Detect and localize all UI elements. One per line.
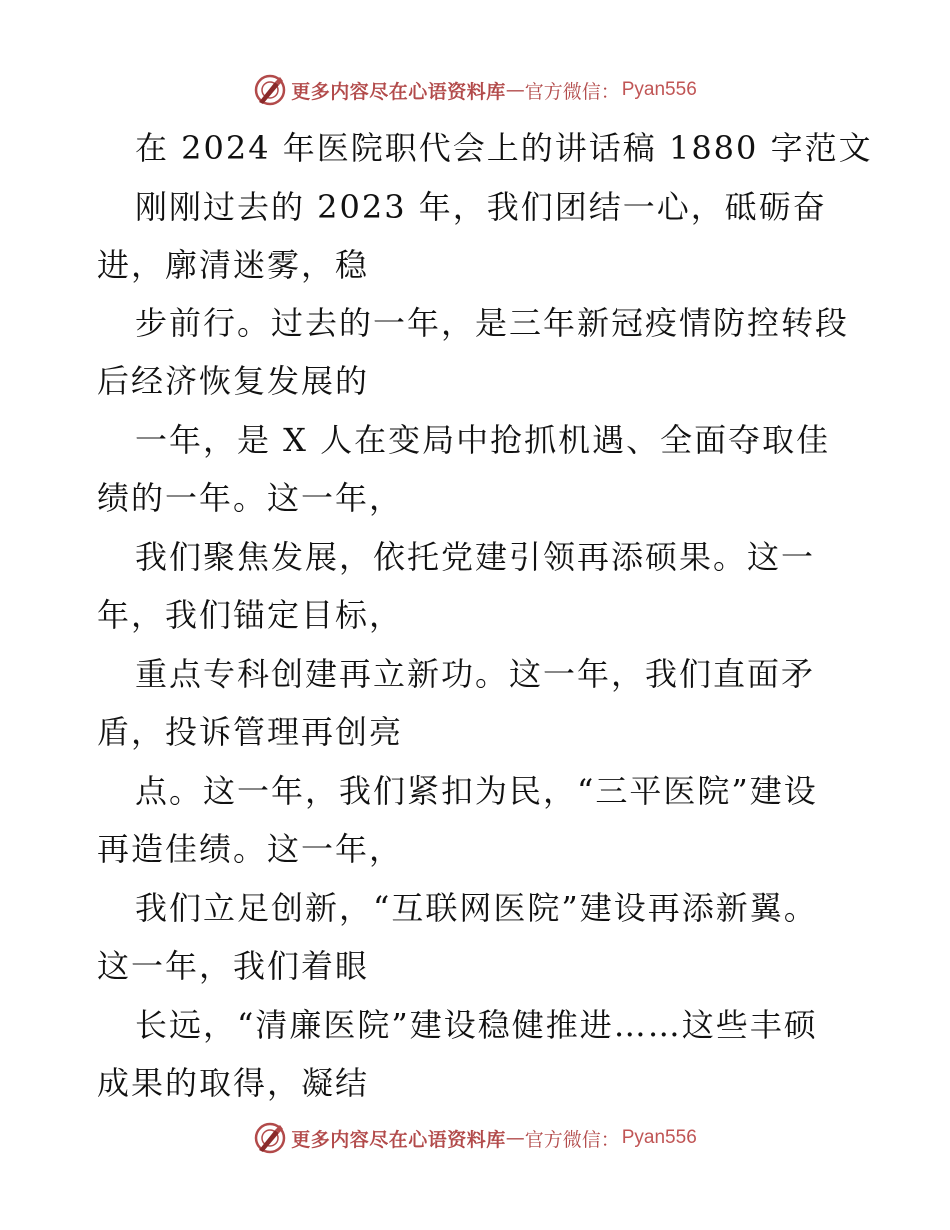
text-line: 绩的一年。这一年， xyxy=(97,479,404,517)
text-line: 成果的取得，凝结 xyxy=(97,1064,370,1102)
contact-id: Pyan556 xyxy=(621,79,697,100)
banner-separator: — xyxy=(505,1127,525,1149)
text-line: 一年，是 X 人在变局中抢抓机遇、全面夺取佳 xyxy=(135,421,831,459)
text-line: 长远，“清廉医院”建设稳健推进……这些丰硕 xyxy=(135,1006,818,1044)
text-line: 我们立足创新，“互联网医院”建设再添新翼。 xyxy=(135,889,818,927)
text-line: 步前行。过去的一年，是三年新冠疫情防控转段 xyxy=(135,304,850,342)
text-line: 我们聚焦发展，依托党建引领再添硕果。这一 xyxy=(135,538,816,576)
banner-separator: — xyxy=(505,79,525,101)
text-line: 刚刚过去的 2023 年，我们团结一心，砥砺奋 xyxy=(135,188,827,226)
contact-label: 官方微信： xyxy=(524,80,620,103)
header-watermark-banner xyxy=(0,70,950,110)
text-line: 进，廓清迷雾，稳 xyxy=(97,246,370,284)
text-line: 盾，投诉管理再创亮 xyxy=(97,713,404,751)
pen-logo-icon xyxy=(253,1121,287,1155)
text-line: 再造佳绩。这一年， xyxy=(97,830,404,868)
text-line: 点。这一年，我们紧扣为民，“三平医院”建设 xyxy=(135,772,818,810)
text-line: 这一年，我们着眼 xyxy=(97,947,370,985)
site-name: 更多内容尽在心语资料库 xyxy=(291,80,506,103)
text-line: 重点专科创建再立新功。这一年，我们直面矛 xyxy=(135,655,816,693)
text-line: 年，我们锚定目标， xyxy=(97,596,404,634)
footer-watermark-banner xyxy=(0,1118,950,1158)
document-title: 在 2024 年医院职代会上的讲话稿 1880 字范文 xyxy=(135,129,873,167)
site-name: 更多内容尽在心语资料库 xyxy=(291,1128,506,1151)
pen-logo-icon xyxy=(253,73,287,107)
text-line: 后经济恢复发展的 xyxy=(97,362,370,400)
contact-label: 官方微信： xyxy=(524,1128,620,1151)
contact-id: Pyan556 xyxy=(621,1127,697,1148)
